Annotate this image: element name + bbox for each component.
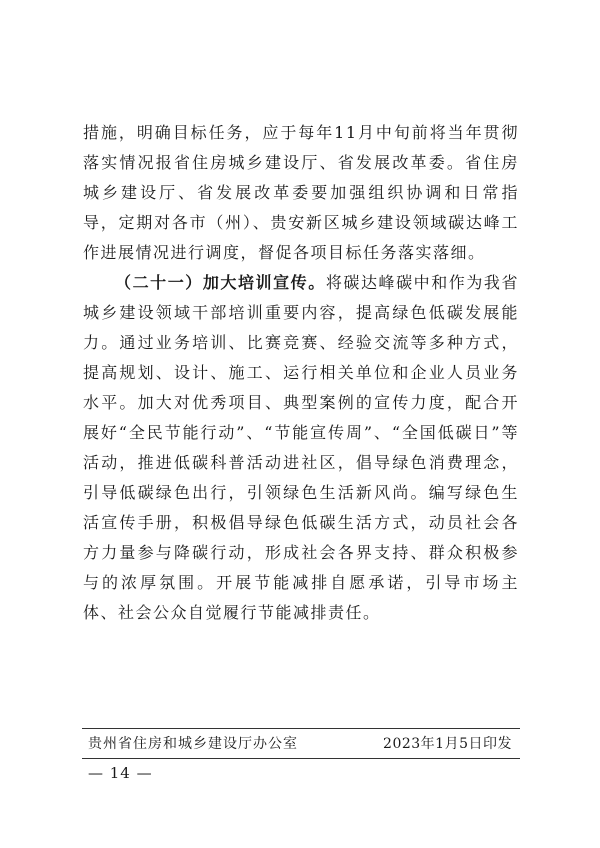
footer-bottom-rule [82,758,520,759]
continuation-paragraph: 措施，明确目标任务，应于每年11月中旬前将当年贯彻落实情况报省住房城乡建设厅、省发展改革委。省住房城乡建设厅、省发展改革委要加强组织协调和日常指导，定期对各市（州）、贵安新区城乡建设领域碳达峰工作进展情况进行调度，督促各项目标任务落实落细。 [83,123,519,262]
footer-issuer: 贵州省住房和城乡建设厅办公室 [88,736,298,752]
footer-date: 2023年1月5日印发 [383,736,512,752]
section-21-body: 将碳达峰碳中和作为我省城乡建设领域干部培训重要内容，提高绿色低碳发展能力。通过业务培训、比赛竞赛、经验交流等多种方式，提高规划、设计、施工、运行相关单位和企业人员业务水平。加大对优秀项目、典型案例的宣传力度，配合开展好“全民节能行动”、“节能宣传周”、“全国低碳日”等活动，推进低碳科普活动进社区，倡导绿色消费理念，引导低碳绿色出行，引领绿色生活新风尚。编写绿色生活宣传手册，积极倡导绿色低碳生活方式，动员社会各方力量参与降碳行动，形成社会各界支持、群众积极参与的浓厚氛围。开展节能减排自愿承诺，引导市场主体、社会公众自觉履行节能减排责任。 [83,273,519,622]
section-21-paragraph [83,268,519,628]
section-21-heading: （二十一）加大培训宣传。 [115,273,326,292]
page-number: — 14 — [88,764,153,782]
document-body [83,118,519,628]
footer-top-rule [82,728,520,729]
